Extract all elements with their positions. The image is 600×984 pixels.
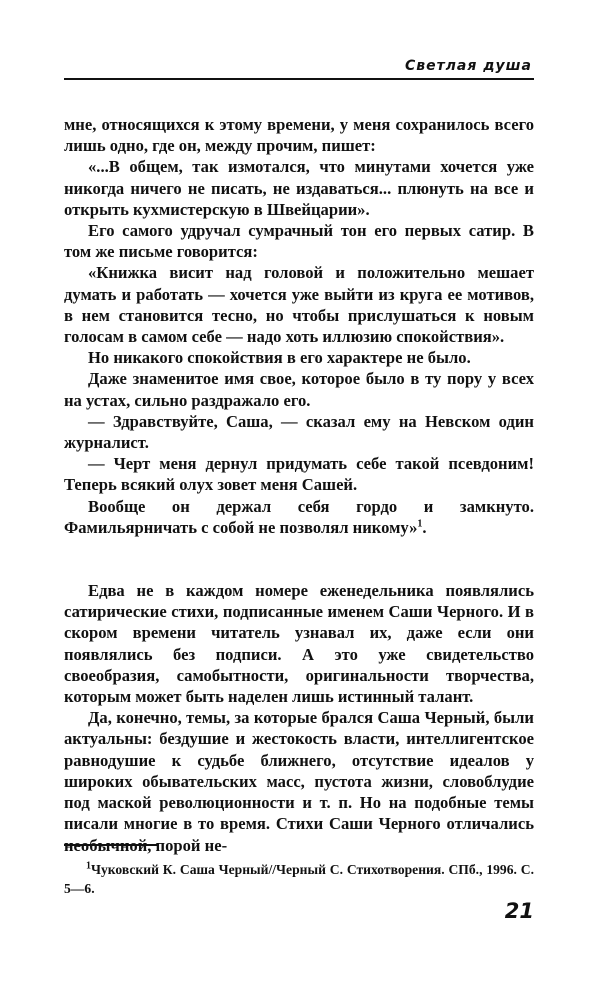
body-text — [64, 114, 534, 856]
paragraph-dialogue: — Черт меня дернул придумать себе такой псевдоним! Теперь всякий олух зовет меня Сашей. — [64, 454, 534, 495]
footnote-text: Чуковский К. Саша Черный//Черный С. Стихотворения. СПб., 1996. С. 5—6. — [64, 862, 534, 896]
paragraph: Даже знаменитое имя свое, которое было в ту пору у всех на устах, сильно раздражало его. — [64, 369, 534, 410]
paragraph-text: Вообще он держал себя гордо и замкнуто. Фамильярничать с собой не позволял никому» — [64, 496, 534, 537]
paragraph-with-footnote — [64, 496, 534, 538]
footnote — [64, 860, 534, 898]
paragraph-quote: «Книжка висит над головой и положительно мешает думать и работать — хочется уже выйти из круга ее мотивов, в нем становится тесно, но чтобы прислушаться к новым голосам в самом себе — надо хоть иллюзию спокойствия». — [64, 263, 534, 347]
paragraph: мне, относящихся к этому времени, у меня сохранилось всего лишь одно, где он, между прочим, пишет: — [64, 115, 534, 156]
section-break — [64, 538, 534, 580]
paragraph: Едва не в каждом номере еженедельника появлялись сатирические стихи, подписанные именем Саши Черного. И в скором времени читатель узнавал их, даже если они появлялись без подписи. А это уже свидетельство своеобразия, самобытности, оригинальности творчества, которым может быть наделен лишь истинный талант. — [64, 581, 534, 707]
paragraph: Да, конечно, темы, за которые брался Саша Черный, были актуальны: бездушие и жестокость власти, интеллигентское равнодушие к судьбе ближнего, отсутствие идеалов у широких обывательских масс, пустота жизни, словоблудие под маской революционности и т. п. Но на подобные темы писали многие в то время. Стихи Саши Черного отличались необычной, порой не- — [64, 708, 534, 855]
paragraph-tail: . — [422, 517, 427, 537]
footnote-reference[interactable]: 1 — [417, 518, 423, 530]
footnote-mark: 1 — [86, 860, 91, 872]
running-title: Светлая душа — [404, 58, 532, 74]
footnote-divider — [64, 844, 158, 846]
paragraph-quote: «...В общем, так измотался, что минутами хочется уже никогда ничего не писать, не издаваться... плюнуть на все и открыть кухмистерскую в Швейцарии». — [64, 157, 534, 219]
paragraph-dialogue: — Здравствуйте, Саша, — сказал ему на Невском один журналист. — [64, 411, 534, 453]
paragraph: Но никакого спокойствия в его характере не было. — [88, 348, 471, 368]
page-number: 21 — [504, 899, 534, 923]
paragraph: Его самого удручал сумрачный тон его первых сатир. В том же письме говорится: — [64, 221, 534, 262]
running-header — [64, 56, 534, 80]
